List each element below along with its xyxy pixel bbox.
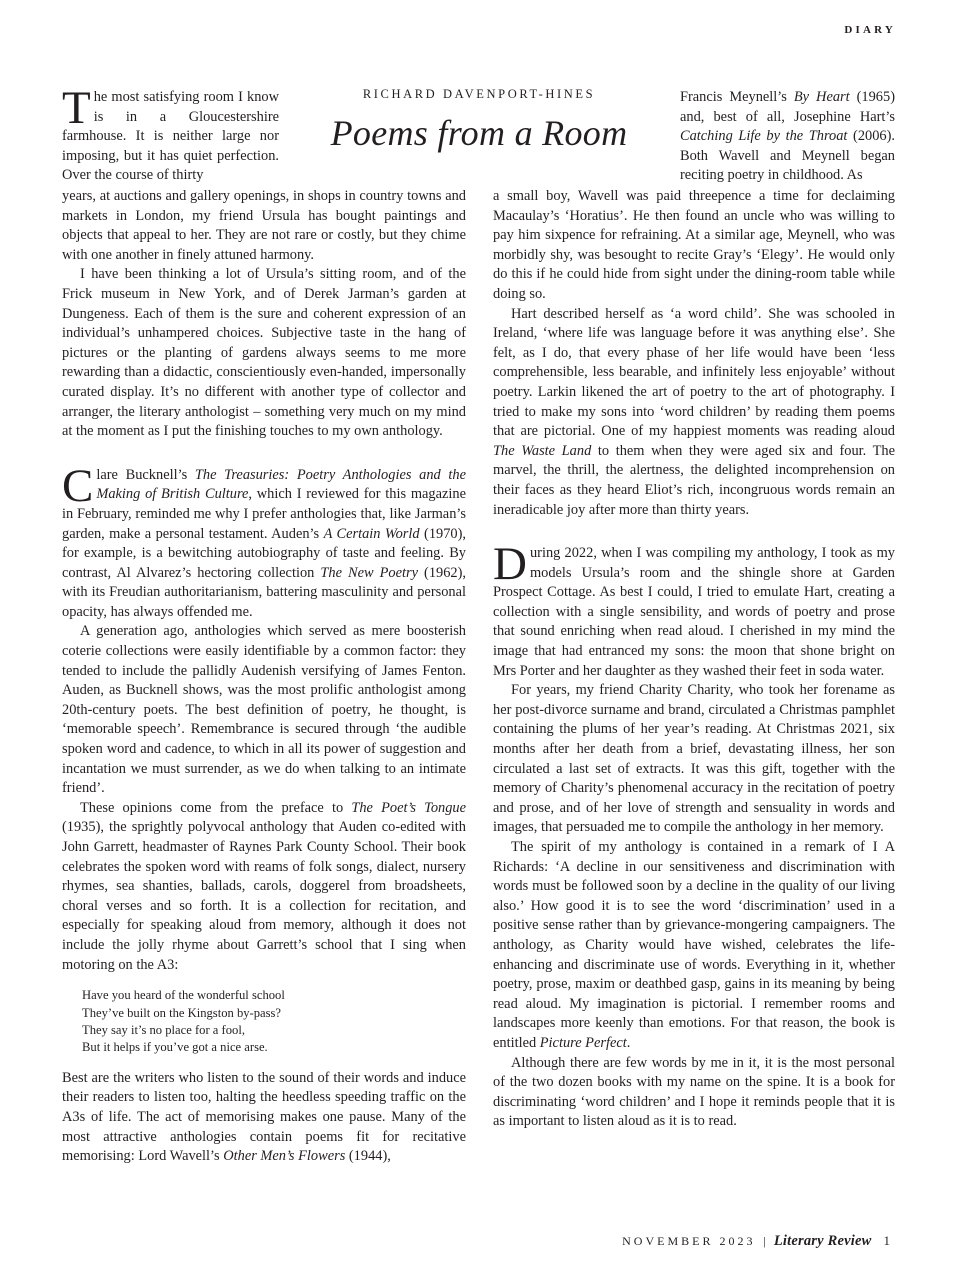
drop-cap: D (493, 538, 527, 591)
verse-line: They say it’s no place for a fool, (82, 1022, 245, 1037)
paragraph: These opinions come from the preface to The Poet’s Tongue (1935), the sprightly polyvocal anthology that Auden co-edited with John Garrett, headmaster of Raynes Park County School. Their book celebrates the spoken word with reams of folk songs, dialect, nursery rhymes, sea shanties, ballads, carols, doggerel from broadsheets, choral verses and so forth. It is a collection for recitation, and especially for speaking aloud from memory, although it does not include the jolly rhyme about Garrett’s school that I sing when motoring on the A3: (62, 799, 466, 973)
paragraph-section-3: During 2022, when I was compiling my anthology, I took as my models Ursula’s room and the shingle shore at Garden Prospect Cottage. As best I could, I tried to emulate Hart, creating a collection with a single sensibility, and words of poetry and prose that sound enriching when read aloud. I cherished in my mind the image that had entranced my sons: the moon that shone bright on Mrs Porter and her daughter as they washed their feet in soda water. (493, 538, 895, 679)
paragraph: Best are the writers who listen to the sound of their words and induce their readers to listen too, halting the heedless speeding traffic on the A3s of life. The act of memorising makes one pause. Many of the most attractive anthologies contain poems fit for recitative memorising: Lord Wavell’s Other Men’s Flowers (1944), (62, 1069, 466, 1165)
verse-line: Have you heard of the wonderful school (82, 988, 285, 1003)
paragraph-intro-rest: years, at auctions and gallery openings, in shops in country towns and markets in London, my friend Ursula has bought paintings and objects that appeal to her. They are not rare or costly, but they chime with one another in finely attuned harmony. (62, 188, 466, 263)
paragraph: For years, my friend Charity Charity, who took her forename as her post-divorce surname and brand, circulated a Christmas pamphlet containing the plums of her year’s reading. At Christmas 2021, six months after her death from a brief, devastating illness, her son circulated a last set of extracts. It was this gift, together with the memory of Charity’s phenomenal accuracy in the recitation of poetry and prose, and of her love of strength and sensuality in words and images, that persuaded me to compile the anthology in her memory. (493, 682, 895, 836)
column-1-top (62, 82, 279, 186)
verse-quote (82, 987, 466, 1057)
drop-cap: T (62, 82, 91, 134)
paragraph-col2-lead: Francis Meynell’s By Heart (1965) and, best of all, Josephine Hart’s Catching Life by the Throat (2006). Both Wavell and Meynell began reciting poetry in childhood. As (680, 89, 895, 184)
issue-date: NOVEMBER 2023 (622, 1234, 756, 1248)
article-heading (318, 87, 640, 154)
paragraph: Although there are few words by me in it, it is the most personal of the two dozen books with my name on the spine. It is a book for discriminating ‘word children’ and I hope it reminds people that it is as important to listen aloud as it is to read. (493, 1054, 895, 1130)
section-label: DIARY (844, 24, 896, 36)
page-number: 1 (883, 1233, 890, 1248)
paragraph: A generation ago, anthologies which served as mere boosterish coterie collections were easily identifiable by a common factor: they tended to include the pallidly Audenish versifying of James Fenton. Auden, as Bucknell shows, was the most prolific anthologist among 20th-century poets. The best definition of poetry, he thought, is ‘memorable speech’. Remembrance is secured through ‘the audible spoken word and cadence, to which in all its power of suggestion and incantation we must surrender, as we do when talking to an intimate friend’. (62, 623, 466, 797)
paragraph: a small boy, Wavell was paid threepence a time for declaiming Macaulay’s ‘Horatius’. He then found an uncle who was willing to pay him sixpence for refraining. At a similar age, Meynell, who was morbidly shy, was besought to recite Gray’s ‘Elegy’. He would only do this if he could hide from sight under the dining-room table while doing so. (493, 188, 895, 302)
verse-line: They’ve built on the Kingston by-pass? (82, 1005, 282, 1020)
paragraph-intro-lead: The most satisfying room I know is in a Gloucestershire farmhouse. It is neither large nor imposing, but it has quiet perfection. Over the course of thirty (62, 82, 279, 184)
paragraph: The spirit of my anthology is contained in a remark of I A Richards: ‘A decline in our sensitiveness and discrimination with words must be followed soon by a decline in the quality of our living also.’ How good it is to see the word ‘discrimination’ used in a positive sense rather than by grievance-mongering campaigners. The anthology, as Charity would have wished, celebrates the life-enhancing and discriminate use of words. Everything in it, whether poetry, prose, maxim or deathbed gasp, gains in its meaning by being read aloud. My imagination is pictorial. I remember rooms and landscapes more keenly than emotions. For that reason, the book is entitled Picture Perfect. (493, 839, 895, 1051)
paragraph: I have been thinking a lot of Ursula’s sitting room, and of the Frick museum in New York, and of Derek Jarman’s garden at Dungeness. Each of them is the sure and coherent expression of an individual’s unhampered choices. Subjective taste in the hang of pictures or the planting of gardens always seems to me more rewarding than a didactic, conscientiously even-handed, impersonally curated display. It’s no different with another type of collector and arranger, the literary anthologist – something very much on my mind at the moment as I put the finishing touches to my own anthology. (62, 266, 466, 440)
drop-cap: C (62, 459, 94, 512)
verse-line: But it helps if you’ve got a nice arse. (82, 1040, 268, 1055)
column-2 (493, 187, 895, 1132)
column-2-top (680, 88, 895, 186)
paragraph-section-2: Clare Bucknell’s The Treasuries: Poetry Anthologies and the Making of British Culture, which I reviewed for this magazine in February, reminded me why I prefer anthologies that, like Jarman’s garden, make a personal testament. Auden’s A Certain World (1970), for example, is a bewitching autobiography of taste and feeling. By contrast, Al Alvarez’s hectoring collection The New Poetry (1962), with its Freudian authoritarianism, battering masculinity and personal opacity, has always offended me. (62, 459, 466, 620)
magazine-name: Literary Review (773, 1233, 872, 1249)
paragraph: Hart described herself as ‘a word child’. She was schooled in Ireland, ‘where life was language before it was anything else’. She felt, as I do, that every phase of her life would have been ‘less comprehensible, less bearable, and infinitely less enjoyable’ without poetry. Larkin likened the art of poetry to the art of photography. I tried to make my sons into ‘word children’ by reading them poems that are pictorial. One of my happiest moments was reading aloud The Waste Land to them when they were aged six and four. The marvel, the thrill, the alertness, the delighted incomprehension on their faces as they heard Eliot’s rich, incongruous words remain an ineradicable joy after more than thirty years. (493, 305, 896, 518)
footer-separator: | (763, 1234, 766, 1248)
article-title: Poems from a Room (330, 113, 628, 153)
author-byline: RICHARD DAVENPORT-HINES (362, 87, 596, 101)
column-1 (62, 187, 466, 1167)
page-footer (622, 1233, 890, 1250)
